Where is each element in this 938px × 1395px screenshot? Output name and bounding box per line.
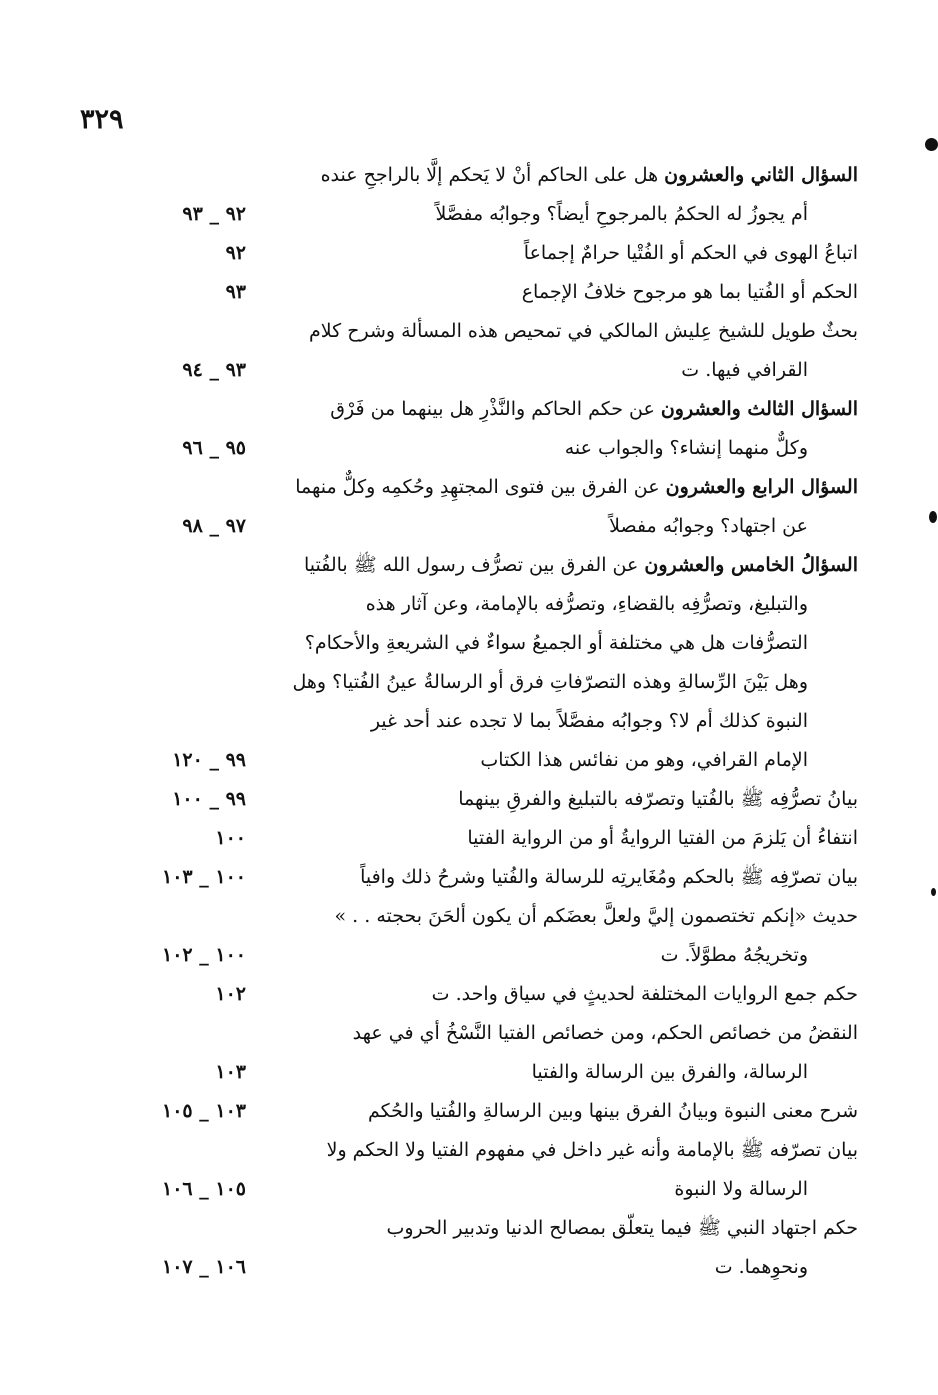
- toc-entry-line: [295, 468, 858, 507]
- toc-entry-body: التصرُّفات هل هي مختلفة أو الجميعُ سواءٌ في الشريعةِ والأحكام؟: [304, 632, 808, 654]
- toc-entry-line: [300, 351, 858, 390]
- toc-entry-text: [300, 858, 858, 897]
- toc-entry-line: [300, 156, 858, 195]
- toc-page-reference: ٩٣: [225, 281, 246, 303]
- toc-entry-line: [300, 312, 858, 351]
- toc-entry-line: [300, 546, 858, 585]
- toc-page-reference: ٩٢: [225, 242, 246, 264]
- toc-entry-text: [300, 780, 858, 819]
- toc-page-reference: ٩٥ _ ٩٦: [182, 437, 246, 459]
- toc-entry-body: حكم جمع الروايات المختلفة لحديثٍ في سياق واحد. ت: [431, 983, 858, 1005]
- toc-entry-line: [300, 1014, 858, 1053]
- toc-entry-text: [300, 390, 858, 468]
- toc-page-reference: ٩٢ _ ٩٣: [182, 203, 246, 225]
- toc-page-reference: ١٠٠ _ ١٠٣: [162, 866, 246, 888]
- toc-entry-line: [300, 1092, 858, 1131]
- toc-entry-line: [300, 507, 858, 546]
- toc-entry-body: وكلٌّ منهما إنشاء؟ والجواب عنه: [564, 437, 808, 459]
- toc-entry-heading: السؤال الثاني والعشرون: [664, 164, 858, 186]
- toc-entry-body: الإمام القرافي، وهو من نفائس هذا الكتاب: [480, 749, 808, 771]
- toc-page-reference: ١٠٠: [215, 827, 246, 849]
- toc-entry-line: [300, 1209, 858, 1248]
- toc-entry-line: [300, 234, 858, 273]
- page-number: ٣٢٩: [80, 104, 124, 135]
- toc-entry-text: [300, 1014, 858, 1092]
- toc-entry-text: [300, 819, 858, 858]
- toc-entry-line: [300, 819, 858, 858]
- toc-entry-body: عن الفرق بين فتوى المجتهِدِ وحُكمِه وكلٌّ منهما: [295, 476, 666, 498]
- toc-page-reference: ٩٣ _ ٩٤: [182, 359, 246, 381]
- toc-entry-heading: السؤال الرابع والعشرون: [665, 476, 858, 498]
- toc-page-reference: ١٠٠ _ ١٠٢: [162, 944, 246, 966]
- toc-entry-line: [300, 897, 858, 936]
- toc-entry-body: النقضُ من خصائص الحكم، ومن خصائص الفتيا النَّسْخُ أي في عهد: [352, 1022, 858, 1044]
- toc-entry-heading: السؤالُ الخامس والعشرون: [644, 554, 858, 576]
- toc-entry-line: [300, 1170, 858, 1209]
- toc-page-reference: ٩٩ _ ١٢٠: [172, 749, 246, 771]
- toc-entry-heading: السؤال الثالث والعشرون: [660, 398, 858, 420]
- toc-entry-text: [300, 1131, 858, 1209]
- toc-entry-line: [300, 1248, 858, 1287]
- toc-entry-body: النبوة كذلك أم لا؟ وجوابُه مفصَّلاً بما لا تجده عند أحد غير: [370, 710, 808, 732]
- toc-entry-text: [292, 546, 858, 780]
- toc-entry-text: [295, 468, 858, 546]
- toc-entry-line: [300, 195, 858, 234]
- toc-entry-line: [300, 780, 858, 819]
- toc-entry-body: انتفاءُ أن يَلزمَ من الفتيا الروايةُ أو من الرواية الفتيا: [467, 827, 858, 849]
- toc-entry-body: بيانُ تصرُّفِه ﷺ بالفُتيا وتصرّفه بالتبليغ والفرقِ بينهما: [458, 788, 858, 810]
- toc-entry-body: بحثٌ طويل للشيخ عِليش المالكي في تمحيص هذه المسألة وشرح كلام: [309, 320, 858, 342]
- toc-entry-line: [300, 936, 858, 975]
- toc-entry-body: والتبليغ، وتصرُّفِه بالقضاءِ، وتصرُّفه بالإمامة، وعن آثار هذه: [365, 593, 808, 615]
- toc-entry-text: [300, 897, 858, 975]
- toc-page-reference: ١٠٣ _ ١٠٥: [162, 1100, 246, 1122]
- toc-entry-line: [300, 741, 858, 780]
- toc-entry-line: [300, 1131, 858, 1170]
- toc-page-reference: ٩٩ _ ١٠٠: [172, 788, 246, 810]
- toc-entry-line: [300, 273, 858, 312]
- toc-entry-body: القرافي فيها. ت: [681, 359, 808, 381]
- toc-entry-text: [300, 975, 858, 1014]
- toc-entry-body: الرسالة ولا النبوة: [674, 1178, 808, 1200]
- toc-entry-body: وهل بَيْنَ الرِّسالةِ وهذه التصرّفاتِ فرق أو الرسالةُ عينُ الفُتيا؟ وهل: [292, 671, 808, 693]
- toc-entry-text: [300, 273, 858, 312]
- toc-entry-body: شرح معنى النبوة وبيانُ الفرق بينها وبين الرسالةِ والفُتيا والحُكم: [367, 1100, 858, 1122]
- toc-entry-body: اتباعُ الهوى في الحكم أو الفُتْيا حرامٌ إجماعاً: [523, 242, 858, 264]
- toc-entry-body: أم يجوزُ له الحكمُ بالمرجوحِ أيضاً؟ وجوابُه مفصَّلاً: [435, 203, 808, 225]
- toc-entry-text: [300, 234, 858, 273]
- toc-entry-body: ونحوِهما. ت: [714, 1256, 808, 1278]
- toc-entry-line: [300, 624, 858, 663]
- toc-entry-text: [300, 312, 858, 390]
- toc-page-reference: ١٠٦ _ ١٠٧: [162, 1256, 246, 1278]
- toc-entry-body: عن الفرق بين تصرُّف رسول الله ﷺ بالفُتيا: [303, 554, 645, 576]
- toc-page-reference: ٩٧ _ ٩٨: [182, 515, 246, 537]
- toc-entry-line: [300, 390, 858, 429]
- toc-entry-body: عن اجتهاد؟ وجوابُه مفصلاً: [609, 515, 808, 537]
- toc-entry-text: [300, 1209, 858, 1287]
- toc-entry-body: الرسالة، والفرق بين الرسالة والفتيا: [531, 1061, 808, 1083]
- toc-entry-body: حديث «إنكم تختصمون إليَّ ولعلَّ بعضَكم أن يكون ألحَنَ بحجته . . »: [334, 905, 858, 927]
- toc-entry-line: [292, 663, 858, 702]
- toc-entry-body: بيان تصرّفه ﷺ بالإمامة وأنه غير داخل في مفهوم الفتيا ولا الحكم ولا: [326, 1139, 858, 1161]
- toc-entry-line: [300, 702, 858, 741]
- toc-entry-line: [300, 429, 858, 468]
- toc-entry-body: عن حكم الحاكم والنَّذْرِ هل بينهما من فَرْق: [330, 398, 661, 420]
- toc-entry-body: الحكم أو الفُتيا بما هو مرجوح خلافُ الإجماع: [521, 281, 858, 303]
- toc-entry-text: [300, 1092, 858, 1131]
- toc-entry-text: [300, 156, 858, 234]
- toc-entry-body: بيان تصرّفِه ﷺ بالحكم ومُغَايرتِه للرسالة والفُتيا وشرحُ ذلك وافياً: [360, 866, 858, 888]
- toc-entry-line: [300, 975, 858, 1014]
- toc-page-reference: ١٠٥ _ ١٠٦: [162, 1178, 246, 1200]
- toc-entry-line: [300, 858, 858, 897]
- toc-page-reference: ١٠٢: [215, 983, 246, 1005]
- toc-entry-line: [300, 1053, 858, 1092]
- toc-page-reference: ١٠٣: [215, 1061, 246, 1083]
- toc-entry-body: وتخريجُهُ مطوَّلاً. ت: [660, 944, 808, 966]
- toc-entry-body: حكم اجتهاد النبي ﷺ فيما يتعلّق بمصالح الدنيا وتدبير الحروب: [386, 1217, 858, 1239]
- toc-entry-body: هل على الحاكم أنْ لا يَحكم إلَّا بالراجحِ عنده: [320, 164, 665, 186]
- toc-entry-line: [300, 585, 858, 624]
